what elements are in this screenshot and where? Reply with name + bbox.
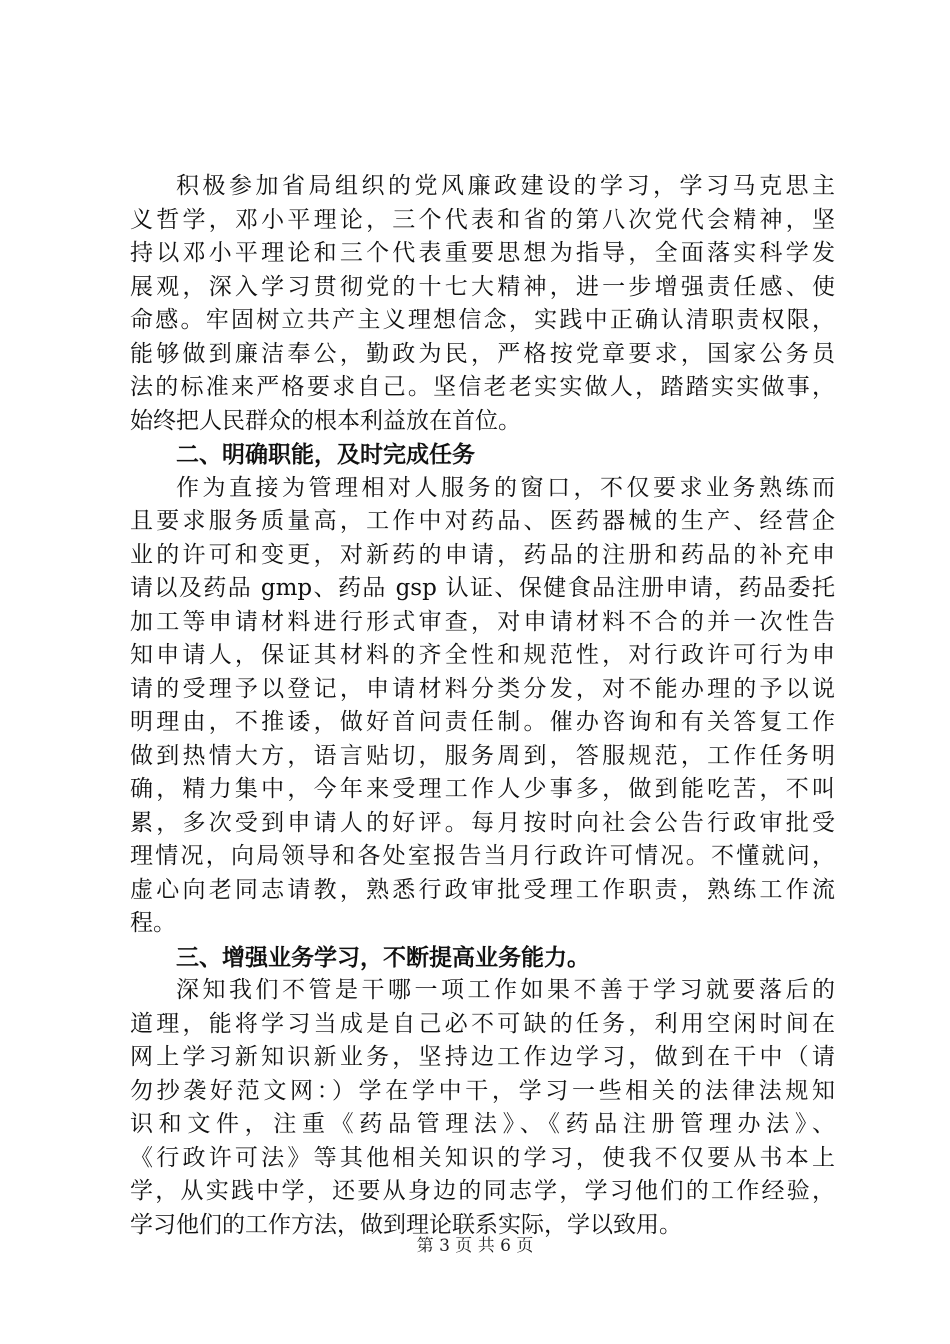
text-line: 展观，深入学习贯彻党的十七大精神，进一步增强责任感、使	[130, 273, 835, 300]
text-line: 加工等申请材料进行形式审查，对申请材料不合的并一次性告	[130, 608, 835, 635]
text-line: 且要求服务质量高，工作中对药品、医药器械的生产、经营企	[130, 508, 835, 534]
section-heading: 三、增强业务学习，不断提高业务能力。	[176, 943, 590, 971]
text-line: 请以及药品 gmp、药品 gsp 认证、保健食品注册申请，药品委托	[130, 575, 835, 601]
text-line: 业的许可和变更，对新药的申请，药品的注册和药品的补充申	[130, 541, 835, 568]
text-line: 作为直接为管理相对人服务的窗口，不仅要求业务熟练而	[176, 474, 835, 501]
text-line: 深知我们不管是干哪一项工作如果不善于学习就要落后的	[176, 977, 835, 1003]
text-line: 积极参加省局组织的党风廉政建设的学习，学习马克思主	[176, 173, 835, 199]
text-line: 确，精力集中，今年来受理工作人少事多，做到能吃苦，不叫	[130, 776, 835, 802]
text-line: 做到热情大方，语言贴切，服务周到，答服规范，工作任务明	[130, 742, 835, 769]
section-heading: 二、明确职能，及时完成任务	[176, 441, 475, 468]
page-number-footer: 第 3 页 共 6 页	[416, 1236, 534, 1256]
text-line: 累，多次受到申请人的好评。每月按时向社会公告行政审批受	[130, 809, 835, 836]
text-line: 虚心向老同志请教，熟悉行政审批受理工作职责，熟练工作流	[130, 876, 835, 903]
text-line: 持以邓小平理论和三个代表重要思想为指导，全面落实科学发	[130, 240, 835, 266]
text-line: 《行政许可法》等其他相关知识的学习，使我不仅要从书本上	[130, 1144, 835, 1171]
text-line: 请的受理予以登记，申请材料分类分发，对不能办理的予以说	[130, 675, 835, 702]
document-body	[130, 170, 835, 1242]
text-line: 程。	[130, 910, 176, 936]
text-line: 命感。牢固树立共产主义理想信念，实践中正确认清职责权限，	[130, 307, 835, 333]
text-line: 勿抄袭好范文网：）学在学中干，学习一些相关的法律法规知	[130, 1077, 835, 1104]
text-line: 明理由，不推诿，做好首问责任制。催办咨询和有关答复工作	[130, 709, 835, 735]
text-line: 道理，能将学习当成是自己必不可缺的任务，利用空闲时间在	[130, 1010, 835, 1037]
text-line: 知申请人，保证其材料的齐全性和规范性，对行政许可行为申	[130, 642, 835, 668]
text-line: 学，从实践中学，还要从身边的同志学，学习他们的工作经验，	[130, 1178, 835, 1204]
text-line: 义哲学，邓小平理论，三个代表和省的第八次党代会精神，坚	[130, 206, 835, 233]
text-line: 始终把人民群众的根本利益放在首位。	[130, 407, 521, 434]
text-line: 识和文件，注重《药品管理法》、《药品注册管理办法》、	[130, 1111, 835, 1137]
text-line: 理情况，向局领导和各处室报告当月行政许可情况。不懂就问，	[130, 843, 835, 869]
text-line: 能够做到廉洁奉公，勤政为民，严格按党章要求，国家公务员	[130, 340, 835, 367]
text-line: 学习他们的工作方法，做到理论联系实际，学以致用。	[130, 1211, 682, 1238]
text-line: 网上学习新知识新业务，坚持边工作边学习，做到在干中（请	[130, 1044, 835, 1070]
text-line: 法的标准来严格要求自己。坚信老老实实做人，踏踏实实做事，	[130, 374, 835, 400]
